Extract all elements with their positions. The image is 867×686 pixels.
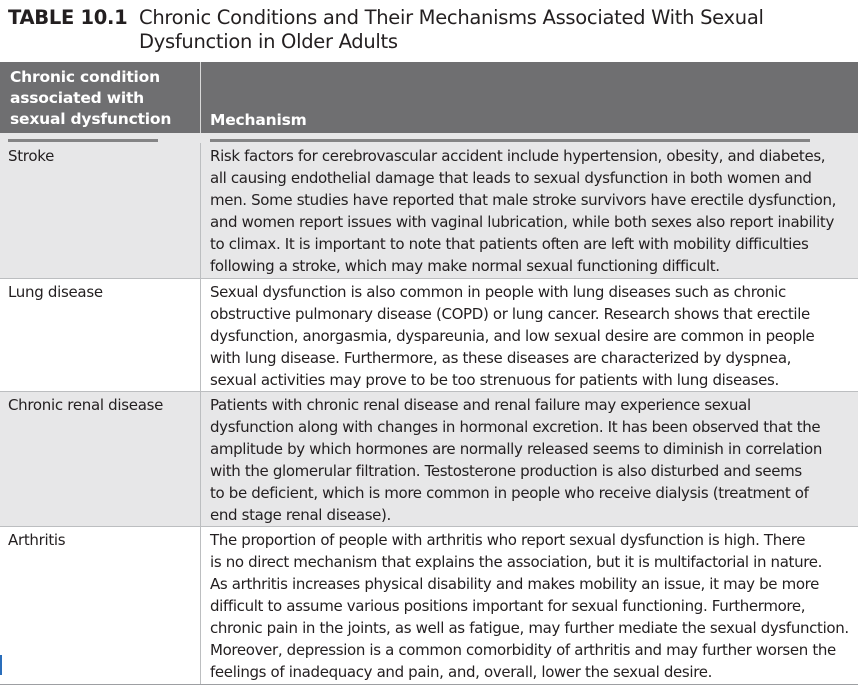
mechanism-line: feelings of inadequacy and pain, and, overall, lower the sexual desire. xyxy=(210,663,712,681)
mechanism-line: The proportion of people with arthritis who report sexual dysfunction is high. There xyxy=(210,531,806,549)
mechanism-line: with the glomerular filtration. Testosterone production is also disturbed and seems xyxy=(210,462,802,480)
mechanism-cell xyxy=(210,145,860,277)
cropped-row-remnant xyxy=(0,133,858,143)
mechanism-line: is no direct mechanism that explains the association, but it is multifactorial in nature. xyxy=(210,553,823,571)
condition-cell: Stroke xyxy=(8,147,54,165)
mechanism-line: dysfunction along with changes in hormonal excretion. It has been observed that the xyxy=(210,418,821,436)
table-row xyxy=(0,143,858,278)
header-condition: Chronic condition associated with sexual dysfunction xyxy=(10,68,172,128)
mechanism-cell xyxy=(210,529,860,683)
mechanism-line: to climax. It is important to note that patients often are left with mobility difficulties xyxy=(210,235,809,253)
mechanism-line: with lung disease. Furthermore, as these diseases are characterized by dyspnea, xyxy=(210,349,792,367)
table-number: TABLE 10.1 xyxy=(8,6,128,29)
condition-cell: Lung disease xyxy=(8,283,103,301)
header-divider xyxy=(200,62,201,133)
mechanism-line: end stage renal disease). xyxy=(210,506,391,524)
mechanism-line: sexual activities may prove to be too strenuous for patients with lung diseases. xyxy=(210,371,779,389)
table-header xyxy=(0,62,858,133)
mechanism-line: all causing endothelial damage that leads to sexual dysfunction in both women and xyxy=(210,169,812,187)
condition-cell: Chronic renal disease xyxy=(8,396,164,414)
header-mechanism: Mechanism xyxy=(210,111,307,129)
mechanism-line: obstructive pulmonary disease (COPD) or lung cancer. Research shows that erectile xyxy=(210,305,810,323)
mechanism-line: and women report issues with vaginal lubrication, while both sexes also report inability xyxy=(210,213,834,231)
mechanism-cell xyxy=(210,281,860,391)
mechanism-cell xyxy=(210,394,860,526)
mechanism-line: chronic pain in the joints, as well as fatigue, may further mediate the sexual dysfunction. xyxy=(210,619,849,637)
table-caption: Chronic Conditions and Their Mechanisms Associated With Sexual Dysfunction in Older Adults xyxy=(139,6,764,53)
page-edge-mark xyxy=(0,655,2,675)
table-row xyxy=(0,279,858,391)
table-bottom-rule xyxy=(0,684,858,685)
mechanism-line: Moreover, depression is a common comorbidity of arthritis and may further worsen the xyxy=(210,641,836,659)
mechanism-line: amplitude by which hormones are normally released seems to diminish in correlation xyxy=(210,440,823,458)
table-row xyxy=(0,392,858,526)
mechanism-line: Sexual dysfunction is also common in people with lung diseases such as chronic xyxy=(210,283,786,301)
mechanism-line: Risk factors for cerebrovascular accident include hypertension, obesity, and diabetes, xyxy=(210,147,826,165)
mechanism-line: dysfunction, anorgasmia, dyspareunia, and low sexual desire are common in people xyxy=(210,327,815,345)
mechanism-line: Patients with chronic renal disease and renal failure may experience sexual xyxy=(210,396,751,414)
mechanism-line: following a stroke, which may make normal sexual functioning difficult. xyxy=(210,257,720,275)
condition-cell: Arthritis xyxy=(8,531,66,549)
mechanism-line: difficult to assume various positions important for sexual functioning. Furthermore, xyxy=(210,597,806,615)
mechanism-line: men. Some studies have reported that male stroke survivors have erectile dysfunction, xyxy=(210,191,837,209)
mechanism-line: As arthritis increases physical disability and makes mobility an issue, it may be more xyxy=(210,575,820,593)
table-row xyxy=(0,527,858,684)
mechanism-line: to be deficient, which is more common in people who receive dialysis (treatment of xyxy=(210,484,809,502)
